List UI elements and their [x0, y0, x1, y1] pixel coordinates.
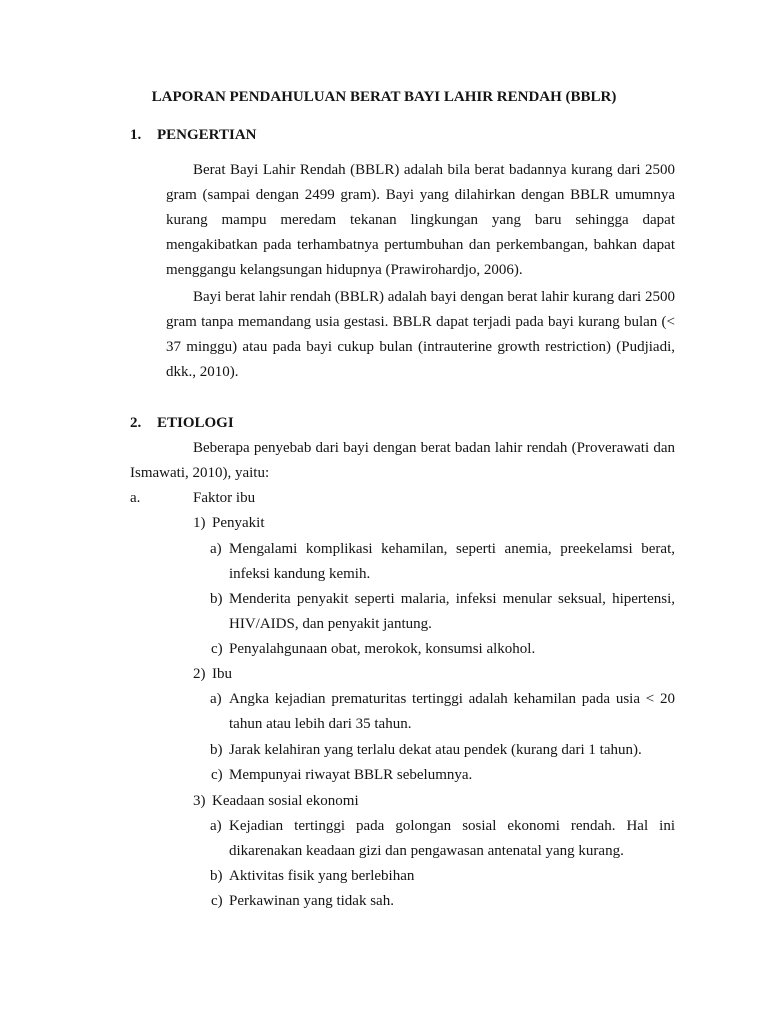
item-marker: c): [211, 641, 223, 657]
section-1-number: 1.: [130, 127, 142, 143]
list-item: Aktivitas fisik yang berlebihan: [229, 868, 415, 884]
item-marker: a): [210, 541, 222, 557]
list-label-faktor-ibu: Faktor ibu: [193, 490, 256, 506]
list-item: Mempunyai riwayat BBLR sebelumnya.: [229, 767, 473, 783]
section-2-heading: ETIOLOGI: [157, 415, 234, 431]
item-marker: b): [210, 591, 223, 607]
sublist-marker-1: 1): [193, 515, 206, 531]
list-marker-a: a.: [130, 490, 141, 506]
section-1-heading: PENGERTIAN: [157, 127, 257, 143]
sublist-label-sosial-ekonomi: Keadaan sosial ekonomi: [212, 793, 359, 809]
item-marker: b): [210, 868, 223, 884]
sublist-marker-2: 2): [193, 666, 206, 682]
item-marker: a): [210, 818, 222, 834]
section-2-number: 2.: [130, 415, 142, 431]
list-item: Perkawinan yang tidak sah.: [229, 893, 394, 909]
section-1-paragraph-2: Bayi berat lahir rendah (BBLR) adalah bayi dengan berat lahir kurang dari 2500 gram tanpa memandang usia gestasi. BBLR dapat terjadi pada bayi kurang bulan (< 37 minggu) atau pada bayi cukup bulan (intrauterine growth restriction) (Pudjiadi, dkk., 2010).: [166, 289, 675, 380]
sublist-label-ibu: Ibu: [212, 666, 232, 682]
list-item: Penyalahgunaan obat, merokok, konsumsi alkohol.: [229, 641, 536, 657]
item-marker: a): [210, 691, 222, 707]
list-item: Mengalami komplikasi kehamilan, seperti anemia, preekelamsi berat, infeksi kandung kemih.: [229, 541, 675, 582]
item-marker: b): [210, 742, 223, 758]
document-title: LAPORAN PENDAHULUAN BERAT BAYI LAHIR RENDAH (BBLR): [151, 89, 617, 105]
item-marker: c): [211, 767, 223, 783]
list-item: Kejadian tertinggi pada golongan sosial ekonomi rendah. Hal ini dikarenakan keadaan gizi dan pengawasan antenatal yang kurang.: [229, 818, 675, 859]
list-item: Jarak kelahiran yang terlalu dekat atau pendek (kurang dari 1 tahun).: [229, 742, 642, 758]
sublist-label-penyakit: Penyakit: [212, 515, 265, 531]
list-item: Angka kejadian prematuritas tertinggi adalah kehamilan pada usia < 20 tahun atau lebih dari 35 tahun.: [229, 691, 675, 732]
sublist-marker-3: 3): [193, 793, 206, 809]
section-1-paragraph-1: Berat Bayi Lahir Rendah (BBLR) adalah bila berat badannya kurang dari 2500 gram (sampai dengan 2499 gram). Bayi yang dilahirkan dengan BBLR umumnya kurang mampu meredam tekanan lingkungan yang baru sehingga dapat mengakibatkan pada terhambatnya pertumbuhan dan perkembangan, bahkan dapat menggangu kelangsungan hidupnya (Prawirohardjo, 2006).: [166, 162, 675, 278]
item-marker: c): [211, 893, 223, 909]
section-2-intro: Beberapa penyebab dari bayi dengan berat badan lahir rendah (Proverawati dan Ismawati, 2010), yaitu:: [130, 440, 675, 481]
list-item: Menderita penyakit seperti malaria, infeksi menular seksual, hipertensi, HIV/AIDS, dan penyakit jantung.: [229, 591, 675, 632]
